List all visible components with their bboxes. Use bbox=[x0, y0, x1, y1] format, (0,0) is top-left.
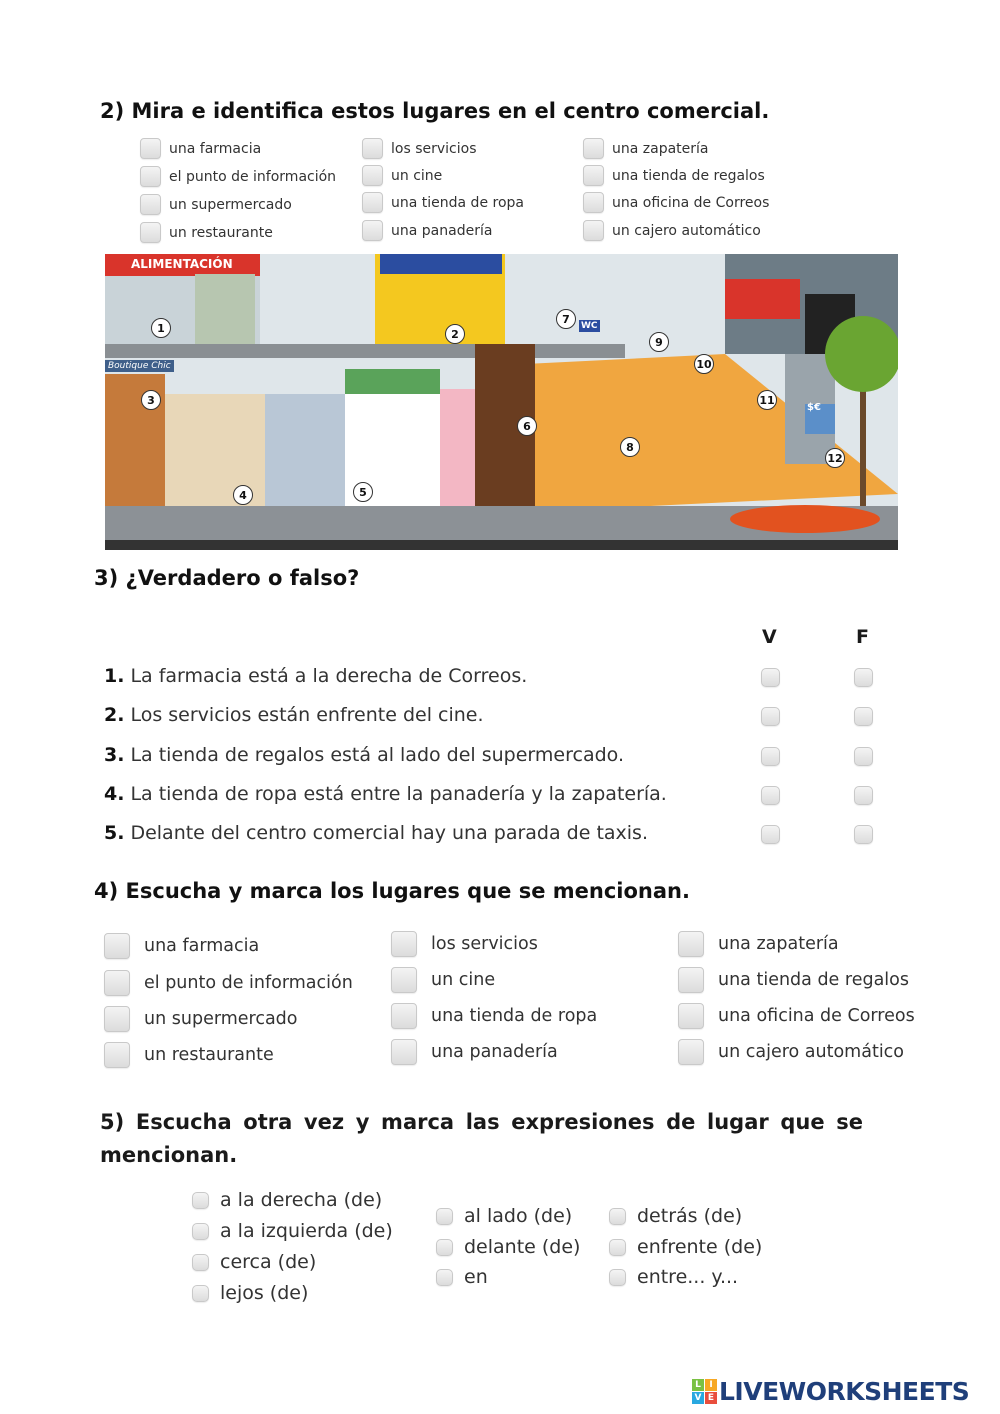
s4-option[interactable] bbox=[104, 970, 353, 996]
s2-option[interactable] bbox=[140, 138, 261, 159]
option-label: un cajero automático bbox=[612, 222, 761, 239]
true-checkbox-4[interactable] bbox=[761, 786, 780, 805]
checkbox[interactable] bbox=[391, 931, 417, 957]
s4-option[interactable] bbox=[391, 1003, 597, 1029]
option-label: una farmacia bbox=[144, 936, 260, 956]
atm-sign: $€ bbox=[807, 402, 821, 413]
checkbox[interactable] bbox=[192, 1254, 209, 1271]
checkbox[interactable] bbox=[436, 1239, 453, 1256]
statement-2 bbox=[104, 704, 484, 726]
checkbox[interactable] bbox=[140, 166, 161, 187]
statement-number: 5. bbox=[104, 822, 125, 844]
checkbox[interactable] bbox=[678, 967, 704, 993]
checkbox[interactable] bbox=[362, 165, 383, 186]
checkbox[interactable] bbox=[104, 1006, 130, 1032]
statement-text: La farmacia está a la derecha de Correos. bbox=[130, 665, 528, 687]
s5-option[interactable] bbox=[609, 1266, 738, 1288]
option-label: una panadería bbox=[391, 222, 493, 239]
statement-number: 1. bbox=[104, 665, 125, 687]
wc-sign: WC bbox=[581, 321, 598, 331]
option-label: los servicios bbox=[431, 934, 538, 954]
s5-option[interactable] bbox=[192, 1220, 393, 1242]
s2-option[interactable] bbox=[140, 194, 292, 215]
option-label: el punto de información bbox=[144, 973, 353, 993]
s4-option[interactable] bbox=[104, 1006, 298, 1032]
section-4-title: 4) Escucha y marca los lugares que se mencionan. bbox=[94, 879, 690, 903]
s4-option[interactable] bbox=[391, 1039, 558, 1065]
checkbox[interactable] bbox=[391, 1039, 417, 1065]
checkbox[interactable] bbox=[104, 970, 130, 996]
checkbox[interactable] bbox=[678, 1039, 704, 1065]
s4-option[interactable] bbox=[391, 967, 495, 993]
s2-option[interactable] bbox=[140, 166, 336, 187]
location-number: 4 bbox=[233, 485, 253, 505]
option-label: una tienda de regalos bbox=[718, 970, 909, 990]
false-checkbox-5[interactable] bbox=[854, 825, 873, 844]
false-checkbox-4[interactable] bbox=[854, 786, 873, 805]
s5-option[interactable] bbox=[609, 1236, 762, 1258]
s4-option[interactable] bbox=[678, 1003, 915, 1029]
checkbox[interactable] bbox=[391, 967, 417, 993]
option-label: una zapatería bbox=[718, 934, 839, 954]
checkbox[interactable] bbox=[609, 1239, 626, 1256]
liveworksheets-logo bbox=[692, 1377, 969, 1406]
location-number: 3 bbox=[141, 390, 161, 410]
option-label: detrás (de) bbox=[637, 1205, 743, 1227]
true-checkbox-3[interactable] bbox=[761, 747, 780, 766]
location-number: 2 bbox=[445, 324, 465, 344]
option-label: una tienda de ropa bbox=[391, 194, 524, 211]
checkbox[interactable] bbox=[192, 1192, 209, 1209]
checkbox[interactable] bbox=[609, 1269, 626, 1286]
location-number: 11 bbox=[757, 390, 777, 410]
true-checkbox-2[interactable] bbox=[761, 707, 780, 726]
option-label: el punto de información bbox=[169, 168, 337, 185]
statement-3 bbox=[104, 744, 624, 766]
boutique-sign: Boutique Chic bbox=[105, 360, 174, 372]
location-number: 12 bbox=[825, 448, 845, 468]
checkbox[interactable] bbox=[436, 1208, 453, 1225]
true-checkbox-5[interactable] bbox=[761, 825, 780, 844]
option-label: una panadería bbox=[431, 1042, 558, 1062]
option-label: entre... y... bbox=[637, 1266, 739, 1288]
checkbox[interactable] bbox=[140, 194, 161, 215]
mall-illustration bbox=[105, 254, 898, 550]
checkbox[interactable] bbox=[583, 165, 604, 186]
statement-number: 4. bbox=[104, 783, 125, 805]
s4-option[interactable] bbox=[391, 931, 538, 957]
option-label: un cajero automático bbox=[718, 1042, 905, 1062]
statement-text: La tienda de ropa está entre la panadería y la zapatería. bbox=[130, 783, 667, 805]
option-label: un restaurante bbox=[169, 224, 273, 241]
checkbox[interactable] bbox=[436, 1269, 453, 1286]
location-number: 8 bbox=[620, 437, 640, 457]
statement-1 bbox=[104, 665, 527, 687]
location-number: 9 bbox=[649, 332, 669, 352]
statement-number: 3. bbox=[104, 744, 125, 766]
option-label: enfrente (de) bbox=[637, 1236, 763, 1258]
statement-text: Delante del centro comercial hay una parada de taxis. bbox=[130, 822, 648, 844]
logo-icon bbox=[692, 1379, 717, 1404]
v-header: V bbox=[762, 626, 777, 648]
s4-option[interactable] bbox=[104, 1042, 274, 1068]
s2-option[interactable] bbox=[362, 192, 524, 213]
option-label: una tienda de ropa bbox=[431, 1006, 598, 1026]
s5-option[interactable] bbox=[192, 1282, 308, 1304]
statement-text: Los servicios están enfrente del cine. bbox=[130, 704, 484, 726]
checkbox[interactable] bbox=[140, 138, 161, 159]
option-label: a la derecha (de) bbox=[220, 1189, 383, 1211]
checkbox[interactable] bbox=[583, 220, 604, 241]
checkbox[interactable] bbox=[583, 192, 604, 213]
s4-option[interactable] bbox=[678, 931, 839, 957]
checkbox[interactable] bbox=[678, 931, 704, 957]
option-label: a la izquierda (de) bbox=[220, 1220, 393, 1242]
option-label: lejos (de) bbox=[220, 1282, 309, 1304]
s5-option[interactable] bbox=[436, 1205, 572, 1227]
location-number: 6 bbox=[517, 416, 537, 436]
false-checkbox-1[interactable] bbox=[854, 668, 873, 687]
section-3-title: 3) ¿Verdadero o falso? bbox=[94, 566, 360, 590]
location-number: 5 bbox=[353, 482, 373, 502]
option-label: al lado (de) bbox=[464, 1205, 573, 1227]
option-label: una oficina de Correos bbox=[718, 1006, 915, 1026]
s2-option[interactable] bbox=[140, 222, 273, 243]
s2-option[interactable] bbox=[583, 220, 761, 241]
s5-option[interactable] bbox=[436, 1236, 580, 1258]
checkbox[interactable] bbox=[104, 1042, 130, 1068]
s5-option[interactable] bbox=[192, 1251, 316, 1273]
false-checkbox-3[interactable] bbox=[854, 747, 873, 766]
logo-letter: L bbox=[692, 1379, 704, 1391]
checkbox[interactable] bbox=[678, 1003, 704, 1029]
checkbox[interactable] bbox=[362, 138, 383, 159]
s2-option[interactable] bbox=[362, 220, 492, 241]
f-header: F bbox=[856, 626, 869, 648]
option-label: un restaurante bbox=[144, 1045, 274, 1065]
option-label: una zapatería bbox=[612, 140, 709, 157]
alimentacion-sign: ALIMENTACIÓN bbox=[131, 257, 233, 271]
logo-letter: E bbox=[705, 1392, 717, 1404]
location-number: 10 bbox=[694, 354, 714, 374]
option-label: los servicios bbox=[391, 140, 477, 157]
statement-5 bbox=[104, 822, 648, 844]
s2-option[interactable] bbox=[583, 138, 709, 159]
option-label: un supermercado bbox=[144, 1009, 298, 1029]
checkbox[interactable] bbox=[362, 192, 383, 213]
option-label: un cine bbox=[391, 167, 443, 184]
option-label: un cine bbox=[431, 970, 496, 990]
checkbox[interactable] bbox=[192, 1285, 209, 1302]
brand-name: LIVEWORKSHEETS bbox=[719, 1377, 970, 1406]
s5-option[interactable] bbox=[192, 1189, 382, 1211]
statement-text: La tienda de regalos está al lado del supermercado. bbox=[130, 744, 624, 766]
s2-option[interactable] bbox=[362, 138, 476, 159]
s4-option[interactable] bbox=[678, 967, 909, 993]
option-label: delante (de) bbox=[464, 1236, 581, 1258]
false-checkbox-2[interactable] bbox=[854, 707, 873, 726]
mall-scene bbox=[105, 254, 898, 550]
option-label: una oficina de Correos bbox=[612, 194, 770, 211]
checkbox[interactable] bbox=[192, 1223, 209, 1240]
true-checkbox-1[interactable] bbox=[761, 668, 780, 687]
option-label: un supermercado bbox=[169, 196, 292, 213]
s5-option[interactable] bbox=[436, 1266, 488, 1288]
logo-letter: V bbox=[692, 1392, 704, 1404]
checkbox[interactable] bbox=[104, 933, 130, 959]
checkbox[interactable] bbox=[609, 1208, 626, 1225]
section-5-title: 5) Escucha otra vez y marca las expresiones de lugar que se mencionan. bbox=[100, 1110, 863, 1167]
s2-option[interactable] bbox=[583, 165, 765, 186]
checkbox[interactable] bbox=[362, 220, 383, 241]
option-label: en bbox=[464, 1266, 488, 1288]
checkbox[interactable] bbox=[140, 222, 161, 243]
s4-option[interactable] bbox=[678, 1039, 904, 1065]
location-number: 7 bbox=[556, 309, 576, 329]
s4-option[interactable] bbox=[104, 933, 259, 959]
option-label: una tienda de regalos bbox=[612, 167, 765, 184]
section-2-title: 2) Mira e identifica estos lugares en el centro comercial. bbox=[100, 99, 770, 123]
statement-number: 2. bbox=[104, 704, 125, 726]
checkbox[interactable] bbox=[583, 138, 604, 159]
s5-option[interactable] bbox=[609, 1205, 742, 1227]
s2-option[interactable] bbox=[583, 192, 769, 213]
checkbox[interactable] bbox=[391, 1003, 417, 1029]
option-label: una farmacia bbox=[169, 140, 262, 157]
option-label: cerca (de) bbox=[220, 1251, 317, 1273]
logo-letter: I bbox=[705, 1379, 717, 1391]
statement-4 bbox=[104, 783, 667, 805]
location-number: 1 bbox=[151, 318, 171, 338]
s2-option[interactable] bbox=[362, 165, 442, 186]
